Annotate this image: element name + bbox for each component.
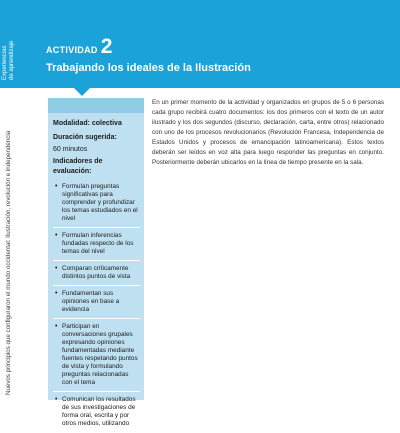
activity-info-sidebar	[48, 98, 144, 427]
duration-label: Duración sugerida:	[53, 134, 117, 141]
indicators-heading: Indicadores de evaluación:	[53, 158, 103, 175]
sidebar-top-strip	[48, 98, 144, 113]
activity-description: En un primer momento de la actividad y organizados en grupos de 5 o 6 personas cada grupo recibirá cuatro documentos: los dos primeros con el texto de un autor ilustrado y los dos segundos (discurso, declaración, carta, entre otros) relacionado con uno de los procesos revolucionarios (Revolución Francesa, Independencia de Estados Unidos y procesos de emancipación latinoamericana). Estos textos deberán ser leídos en voz alta para luego responder las preguntas en conjunto. Posteriormente deberán ubicarlos en la línea de tiempo presente en la sala.	[152, 99, 384, 166]
indicator-item: • Comunican los resultados de sus investigaciones de forma oral, escrita y por otros medios, utilizando	[53, 392, 140, 433]
activity-heading	[46, 36, 112, 57]
section-tag-line2: de aprendizaje	[9, 40, 15, 80]
header-pointer	[74, 88, 90, 96]
activity-title: Trabajando los ideales de la Ilustración	[46, 62, 251, 74]
indicator-item: • Formulan preguntas significativas para comprender y profundizar los temas estudiados en el nivel	[53, 179, 140, 228]
activity-number: 2	[100, 35, 113, 58]
indicator-item: • Participan en conversaciones grupales expresando opiniones fundamentadas mediante fuentes respetando puntos de vista y formulando preguntas relacionadas con el tema	[53, 319, 140, 392]
unit-subject: Nuevos principios que configuraron el mundo occidental: Ilustración, revolución e independencia	[5, 130, 12, 395]
modality-text: Modalidad: colectiva	[53, 120, 122, 127]
section-tag-line1: Experiencias	[2, 45, 8, 80]
sidebar-body	[48, 113, 144, 433]
indicator-item: • Formulan inferencias fundadas respecto de los temas del nivel	[53, 228, 140, 261]
activity-word: ACTIVIDAD	[46, 45, 98, 55]
indicator-item: • Comparan críticamente distintos puntos de vista	[53, 261, 140, 286]
indicator-item: • Fundamentan sus opiniones en base a evidencia	[53, 286, 140, 319]
indicators-list	[53, 179, 140, 433]
duration-value: 60 minutos	[53, 146, 88, 153]
